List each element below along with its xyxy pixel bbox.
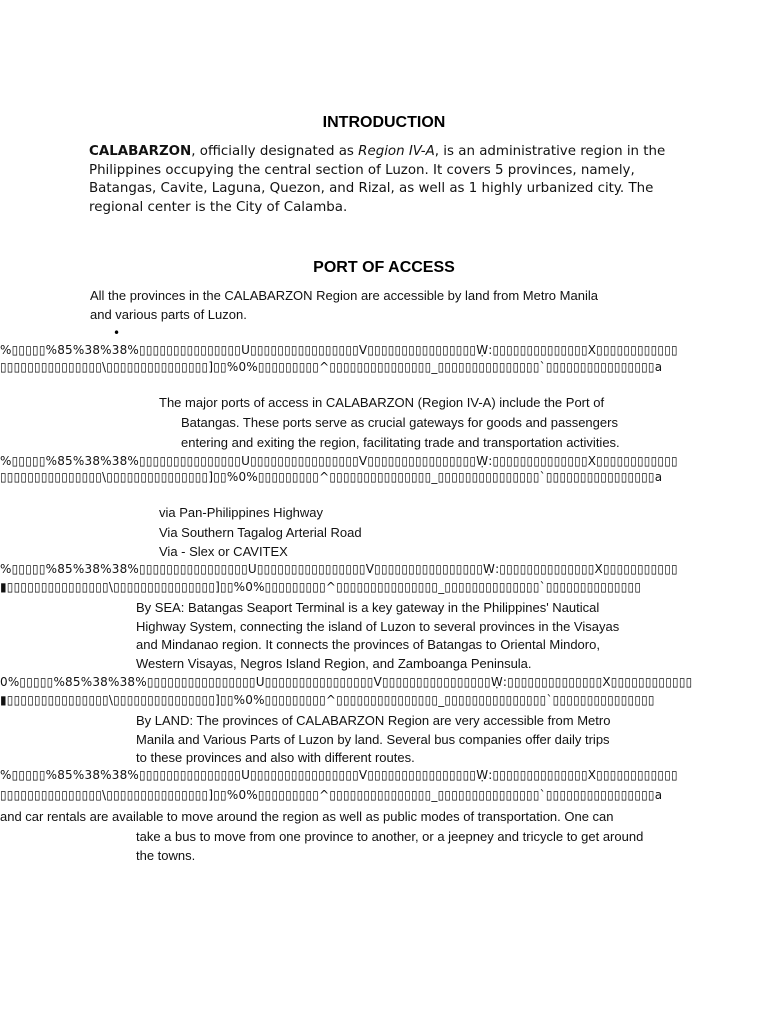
land-line-3: to these provinces and also with different routes.: [136, 750, 415, 765]
ports-line-1: The major ports of access in CALABARZON (Region IV-A) include the Port of: [159, 395, 605, 410]
rentals-line-2: take a bus to move from one province to another, or a jeepney and tricycle to get around: [136, 829, 644, 844]
region-name: CALABARZON: [89, 144, 192, 159]
garbled-line: ▯▯▯▯▯▯▯▯▯▯▯▯▯▯▯\▯▯▯▯▯▯▯▯▯▯▯▯▯▯▯]▯▯%0%▯▯▯▯▯▯▯▯▯^▯▯▯▯▯▯▯▯▯▯▯▯▯▯▯_▯▯▯▯▯▯▯▯▯▯▯▯▯▯▯`▯▯▯▯▯▯▯▯▯▯▯▯▯▯▯▯a: [0, 360, 663, 374]
garbled-line: ▯▯▯▯▯▯▯▯▯▯▯▯▯▯▯\▯▯▯▯▯▯▯▯▯▯▯▯▯▯▯]▯▯%0%▯▯▯▯▯▯▯▯▯^▯▯▯▯▯▯▯▯▯▯▯▯▯▯▯_▯▯▯▯▯▯▯▯▯▯▯▯▯▯▯`▯▯▯▯▯▯▯▯▯▯▯▯▯▯▯▯a: [0, 788, 663, 802]
garbled-line: ▯▯▯▯▯▯▯▯▯▯▯▯▯▯▯\▯▯▯▯▯▯▯▯▯▯▯▯▯▯▯]▯▯%0%▯▯▯▯▯▯▯▯▯^▯▯▯▯▯▯▯▯▯▯▯▯▯▯▯_▯▯▯▯▯▯▯▯▯▯▯▯▯▯▯`▯▯▯▯▯▯▯▯▯▯▯▯▯▯▯▯a: [0, 470, 663, 484]
ports-line-2: Batangas. These ports serve as crucial gateways for goods and passengers: [181, 415, 618, 430]
sea-line-3: and Mindanao region. It connects the provinces of Batangas to Oriental Mindoro,: [136, 637, 600, 652]
rentals-line-3: the towns.: [136, 848, 196, 863]
garbled-line: ▮▯▯▯▯▯▯▯▯▯▯▯▯▯▯▯\▯▯▯▯▯▯▯▯▯▯▯▯▯▯▯]▯▯%0%▯▯▯▯▯▯▯▯▯^▯▯▯▯▯▯▯▯▯▯▯▯▯▯▯_▯▯▯▯▯▯▯▯▯▯▯▯▯▯`▯▯▯▯▯▯▯▯▯▯▯▯▯▯: [0, 580, 642, 594]
garbled-line: 0%▯▯▯▯▯%85%38%38%▯▯▯▯▯▯▯▯▯▯▯▯▯▯▯▯U▯▯▯▯▯▯▯▯▯▯▯▯▯▯▯▯V▯▯▯▯▯▯▯▯▯▯▯▯▯▯▯▯Ẉ:▯▯▯▯▯▯▯▯▯▯▯▯▯▯X▯▯▯▯▯▯▯▯▯▯▯▯: [0, 675, 693, 689]
access-line-1: All the provinces in the CALABARZON Region are accessible by land from Metro Manila: [90, 288, 598, 303]
sea-line-1: By SEA: Batangas Seaport Terminal is a key gateway in the Philippines' Nautical: [136, 600, 600, 615]
garbled-line: ▮▯▯▯▯▯▯▯▯▯▯▯▯▯▯▯\▯▯▯▯▯▯▯▯▯▯▯▯▯▯▯]▯▯%0%▯▯▯▯▯▯▯▯▯^▯▯▯▯▯▯▯▯▯▯▯▯▯▯▯_▯▯▯▯▯▯▯▯▯▯▯▯▯▯▯`▯▯▯▯▯▯▯▯▯▯▯▯▯▯▯: [0, 693, 655, 707]
access-line-2: and various parts of Luzon.: [90, 307, 247, 322]
port-of-access-heading: PORT OF ACCESS: [313, 259, 455, 276]
sea-line-2: Highway System, connecting the island of Luzon to several provinces in the Visayas: [136, 619, 620, 634]
route-slex-cavitex: Via - Slex or CAVITEX: [159, 544, 288, 559]
sea-line-4: Western Visayas, Negros Island Region, and Zamboanga Peninsula.: [136, 656, 532, 671]
introduction-paragraph: [89, 143, 673, 218]
route-pan-philippines: via Pan-Philippines Highway: [159, 505, 324, 520]
intro-text-2: , is an administrative region in the Philippines occupying the central section of Luzon. It covers 5 provinces, namely, Batangas, Cavite, Laguna, Quezon, and Rizal, as well as 1 highly urbanized city. The regional center is the City of Calamba.: [89, 144, 666, 216]
route-star-tollway: Via Southern Tagalog Arterial Road: [159, 525, 362, 540]
land-line-2: Manila and Various Parts of Luzon by land. Several bus companies offer daily trips: [136, 732, 610, 747]
region-designation: Region IV-A: [358, 144, 435, 159]
introduction-heading: INTRODUCTION: [322, 114, 446, 131]
garbled-line: %▯▯▯▯▯%85%38%38%▯▯▯▯▯▯▯▯▯▯▯▯▯▯▯U▯▯▯▯▯▯▯▯▯▯▯▯▯▯▯▯V▯▯▯▯▯▯▯▯▯▯▯▯▯▯▯▯Ẉ:▯▯▯▯▯▯▯▯▯▯▯▯▯▯X▯▯▯▯▯▯▯▯▯▯▯▯: [0, 768, 678, 782]
rentals-line-1: and car rentals are available to move around the region as well as public modes of transportation. One can: [0, 809, 614, 824]
garbled-line: %▯▯▯▯▯%85%38%38%▯▯▯▯▯▯▯▯▯▯▯▯▯▯▯▯U▯▯▯▯▯▯▯▯▯▯▯▯▯▯▯▯V▯▯▯▯▯▯▯▯▯▯▯▯▯▯▯▯Ẉ:▯▯▯▯▯▯▯▯▯▯▯▯▯▯X▯▯▯▯▯▯▯▯▯▯▯: [0, 562, 678, 576]
garbled-line: %▯▯▯▯▯%85%38%38%▯▯▯▯▯▯▯▯▯▯▯▯▯▯▯U▯▯▯▯▯▯▯▯▯▯▯▯▯▯▯▯V▯▯▯▯▯▯▯▯▯▯▯▯▯▯▯▯Ẉ:▯▯▯▯▯▯▯▯▯▯▯▯▯▯X▯▯▯▯▯▯▯▯▯▯▯▯: [0, 454, 678, 468]
land-line-1: By LAND: The provinces of CALABARZON Region are very accessible from Metro: [136, 713, 611, 728]
garbled-line: %▯▯▯▯▯%85%38%38%▯▯▯▯▯▯▯▯▯▯▯▯▯▯▯U▯▯▯▯▯▯▯▯▯▯▯▯▯▯▯▯V▯▯▯▯▯▯▯▯▯▯▯▯▯▯▯▯Ẉ:▯▯▯▯▯▯▯▯▯▯▯▯▯▯X▯▯▯▯▯▯▯▯▯▯▯▯: [0, 343, 678, 357]
intro-text-1: , officially designated as: [191, 144, 359, 159]
bullet-icon: •: [113, 326, 121, 340]
ports-line-3: entering and exiting the region, facilitating trade and transportation activities.: [181, 435, 620, 450]
